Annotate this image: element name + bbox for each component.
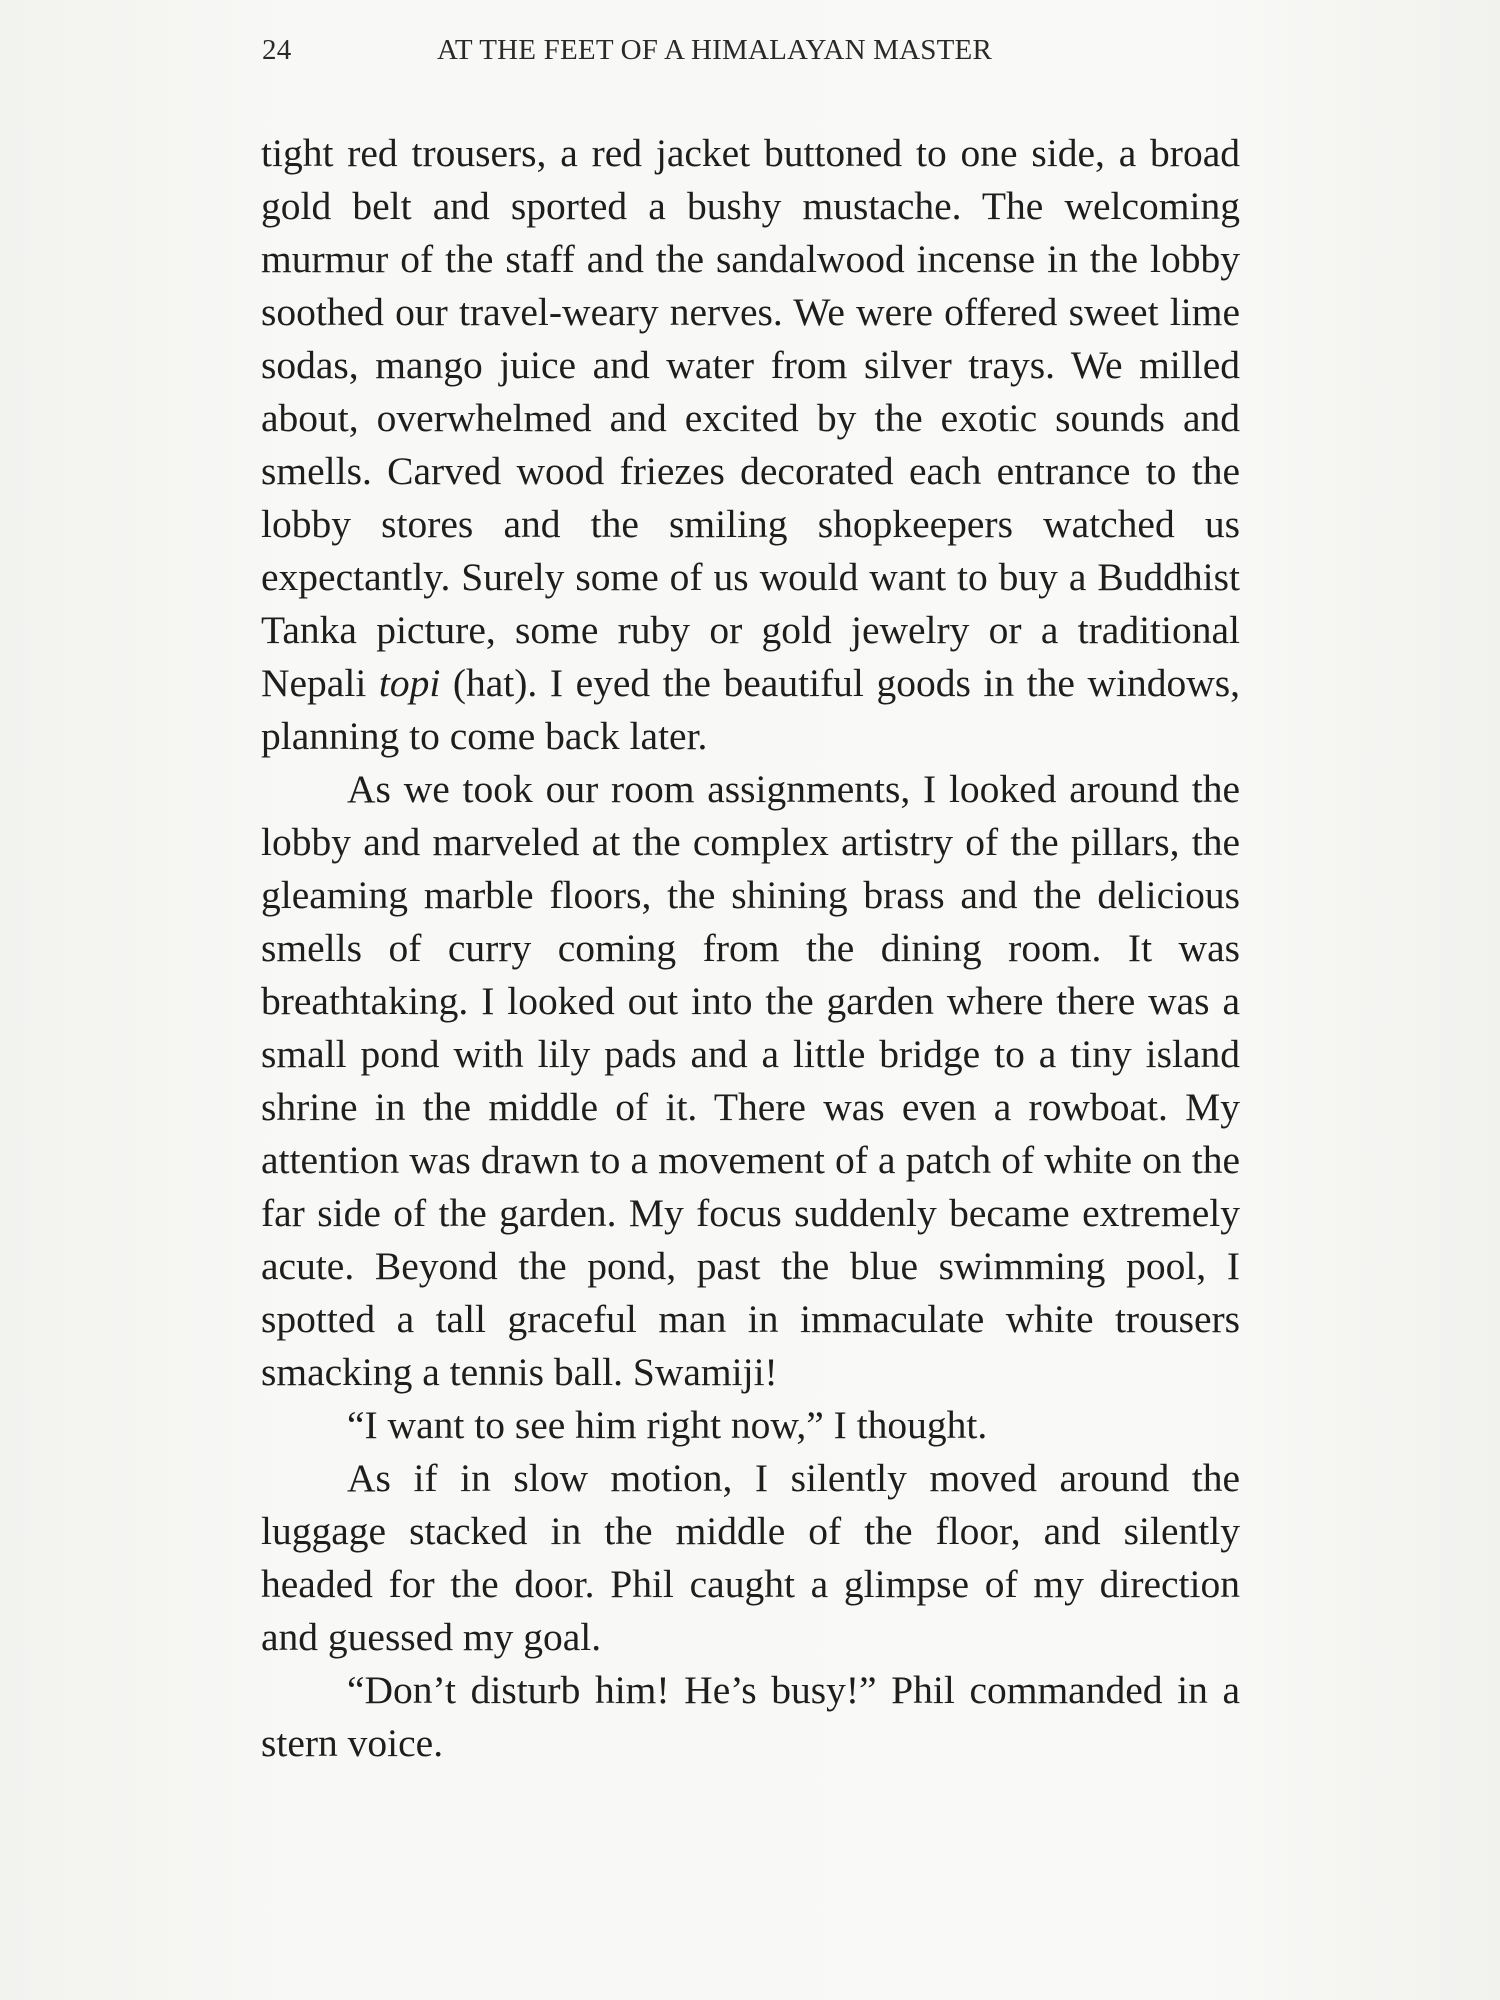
italic-word-topi: topi: [378, 661, 441, 705]
paragraph-5: “Don’t disturb him! He’s busy!” Phil commanded in a stern voice.: [261, 1668, 1240, 1765]
paragraph-1-text-after: (hat). I eyed the beautiful goods in the windows, planning to come back later.: [261, 661, 1240, 758]
paragraph-3: “I want to see him right now,” I thought.: [347, 1403, 988, 1447]
running-head: [262, 34, 1062, 74]
paragraph-2: As we took our room assignments, I looked around the lobby and marveled at the complex artistry of the pillars, the gleaming marble floors, the shining brass and the delicious smells of curry coming from the dining room. It was breathtaking. I looked out into the garden where there was a small pond with lily pads and a little bridge to a tiny island shrine in the middle of it. There was even a rowboat. My attention was drawn to a movement of a patch of white on the far side of the garden. My focus suddenly became extremely acute. Beyond the pond, past the blue swimming pool, I spotted a tall graceful man in immaculate white trousers smacking a tennis ball. Swamiji!: [261, 767, 1240, 1394]
paragraph-1: [261, 127, 1240, 763]
paragraph-1-text: tight red trousers, a red jacket buttoned to one side, a broad gold belt and sported a bushy mustache. The welcoming murmur of the staff and the sandalwood incense in the lobby soothed our travel-weary nerves. We were offered sweet lime sodas, mango juice and water from silver trays. We milled about, overwhelmed and excited by the exotic sounds and smells. Carved wood friezes decorated each entrance to the lobby stores and the smiling shopkeepers watched us expectantly. Surely some of us would want to buy a Buddhist Tanka picture, some ruby or gold jewelry or a traditional Nepali: [261, 131, 1240, 705]
page-number: 24: [262, 34, 292, 66]
book-title: AT THE FEET OF A HIMALAYAN MASTER: [437, 34, 992, 66]
paragraph-4: As if in slow motion, I silently moved around the luggage stacked in the middle of the floor, and silently headed for the door. Phil caught a glimpse of my direction and guessed my goal.: [261, 1456, 1240, 1659]
body-text: [261, 127, 1240, 1770]
